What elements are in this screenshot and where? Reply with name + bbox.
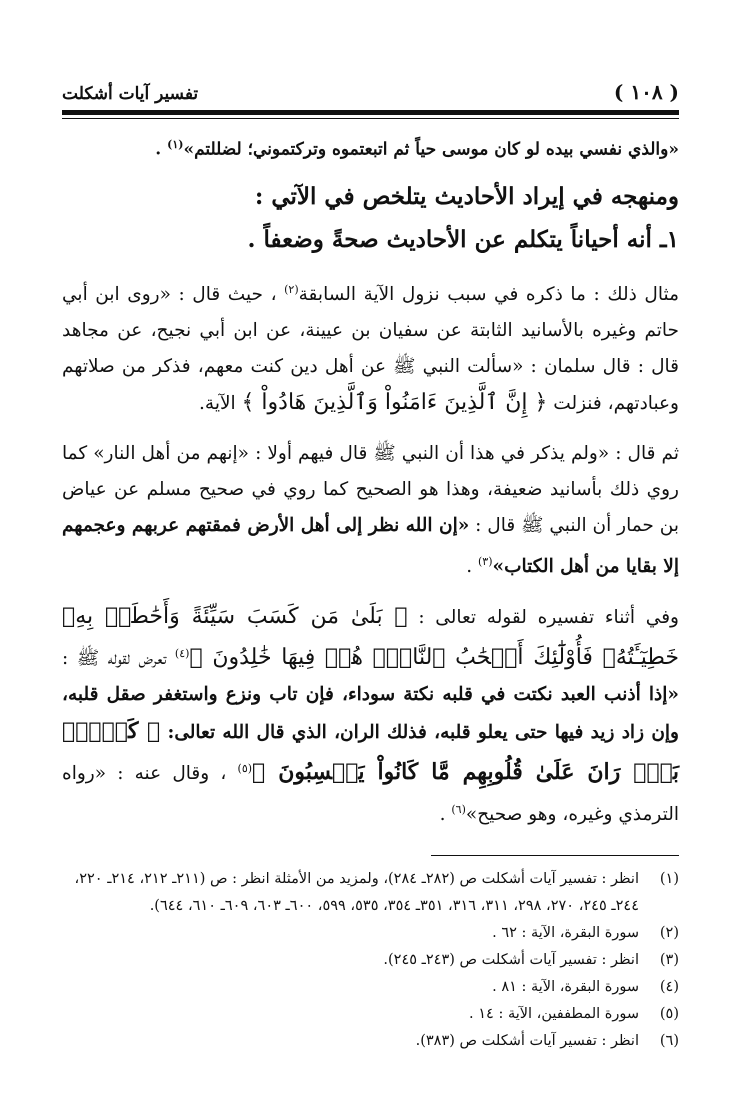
header-rule-thin bbox=[62, 118, 679, 119]
footnote: (٤) سورة البقرة، الآية : ٨١ . bbox=[492, 979, 679, 996]
footnote: (٦) انظر : تفسير آيات أشكلت ص (٣٨٣). bbox=[415, 1033, 679, 1050]
paragraph-second: ثم قال : «ولم يذكر في هذا أن النبي ﷺ قال فيهم أولا : «إنهم من أهل النار» كما روي ذلك بأسانيد ضعيفة، وهذا هو الصحيح كما روي في صحيح مسلم عن عياض بن حمار أن النبي ﷺ قال : «إن الله نظر إلى أهل الأرض فمقتهم عربهم وعجمهم إلا بقايا من أهل الكتاب»$^{(٣)}$ . bbox=[62, 442, 679, 577]
page-header bbox=[62, 70, 679, 104]
footnotes-divider bbox=[431, 855, 679, 856]
footnote: (٣) انظر : تفسير آيات أشكلت ص (٢٤٣ـ ٢٤٥). bbox=[383, 952, 679, 969]
footnote-ref: (٤) bbox=[174, 646, 190, 660]
page-number: ( ١٠٨ ) bbox=[613, 80, 679, 104]
footnote-ref: (٣) bbox=[478, 554, 493, 568]
header-rule-thick bbox=[62, 110, 679, 115]
footnote-ref: (٦) bbox=[451, 803, 466, 817]
section-heading: ومنهجه في إيراد الأحاديث يتلخص في الآتي : bbox=[254, 182, 679, 210]
footnote-ref: (١) bbox=[167, 138, 184, 151]
hadith-text: «إن الله نظر إلى أهل الأرض فمقتهم عربهم وعجمهم إلا بقايا من أهل الكتاب» bbox=[62, 514, 679, 577]
paragraph-example: مثال ذلك : ما ذكره في سبب نزول الآية السابقة$^{(٢)}$ ، حيث قال : «روى ابن أبي حاتم وغيره بالأسانيد الثابتة عن سفيان بن عيينة، عن ابن أبي نجيح، عن مجاهد قال : قال سلمان : «سألت النبي ﷺ عن أهل دين كنت معهم، فذكر من صلاتهم وعبادتهم، فنزلت ﴿ إِنَّ ٱلَّذِينَ ءَامَنُواْ وَٱلَّذِينَ هَادُواْ ﴾ الآية. bbox=[62, 282, 679, 415]
paragraph-third: وفي أثناء تفسيره لقوله تعالى : ﴿ بَلَىٰ مَن كَسَبَ سَيِّئَةً وَأَحَٰطَتۡ بِهِۦ خَطِيٓـَٔتُهُۥ فَأُوْلَٰٓئِكَ أَصۡحَٰبُ ٱلنَّارِۖ هُمۡ فِيهَا خَٰلِدُونَ ﴾$^{(٤)}$ تعرض لقوله ﷺ : «إذا أذنب العبد نكتت في قلبه نكتة سوداء، فإن تاب ونزع واستغفر صقل قلبه، وإن زاد زيد فيها حتى يعلو قلبه، فذلك الران، الذي قال الله تعالى: ﴿ كَلَّاۖ بَلۡۜ رَانَ عَلَىٰ قُلُوبِهِم مَّا كَانُواْ يَكۡسِبُونَ ﴾$^{(٥)}$ ، وقال عنه : «رواه الترمذي وغيره، وهو صحيح»$^{(٦)}$ . bbox=[62, 603, 679, 826]
quran-verse: ﴿ بَلَىٰ مَن كَسَبَ سَيِّئَةً وَأَحَٰطَتۡ بِهِۦ خَطِيٓـَٔتُهُۥ فَأُوْلَٰٓئِكَ أَصۡحَٰبُ ٱلنَّارِۖ هُمۡ فِيهَا خَٰلِدُونَ ﴾ bbox=[62, 603, 679, 671]
footnotes bbox=[62, 866, 679, 1055]
point-one: ١ـ أنه أحياناً يتكلم عن الأحاديث صحةً وضعفاً . bbox=[247, 225, 679, 253]
hadith-text: «إذا أذنب العبد نكتت في قلبه نكتة سوداء، فإن تاب ونزع واستغفر صقل قلبه، وإن زاد زيد فيها حتى يعلو قلبه، فذلك الران، الذي قال الله تعالى: bbox=[62, 684, 679, 744]
hadith-quote: «والذي نفسي بيده لو كان موسى حياً ثم اتبعتموه وتركتموني؛ لضللتم»$^{(١)}$ . bbox=[155, 138, 679, 160]
footnote-ref: (٥) bbox=[237, 762, 253, 776]
running-title: تفسير آيات أشكلت bbox=[62, 84, 199, 104]
quran-verse: ﴿ إِنَّ ٱلَّذِينَ ءَامَنُواْ وَٱلَّذِينَ هَادُواْ ﴾ bbox=[241, 389, 548, 415]
footnote: (٢) سورة البقرة، الآية : ٦٢ . bbox=[492, 925, 679, 942]
footnote-ref: (٢) bbox=[284, 282, 299, 296]
quran-verse: ﴿ كَلَّاۖ بَلۡۜ رَانَ عَلَىٰ قُلُوبِهِم مَّا كَانُواْ يَكۡسِبُونَ ﴾ bbox=[62, 718, 679, 786]
footnote: (١) انظر : تفسير آيات أشكلت ص (٢٨٢ـ ٢٨٤)، ولمزيد من الأمثلة انظر : ص (٢١١ـ ٢١٢، ٢١٤ـ ٢٢٠، ٢٤٤ـ ٢٤٥، ٢٧٠، ٢٩٨، ٣١١، ٣١٦، ٣٥١ـ ٣٥٤، ٥٣٥، ٥٩٩، ٦٠٠ـ ٦٠٣، ٦٠٩ـ ٦١٠، ٦٤٤). bbox=[74, 871, 679, 915]
footnote: (٥) سورة المطففين، الآية : ١٤ . bbox=[469, 1006, 679, 1023]
